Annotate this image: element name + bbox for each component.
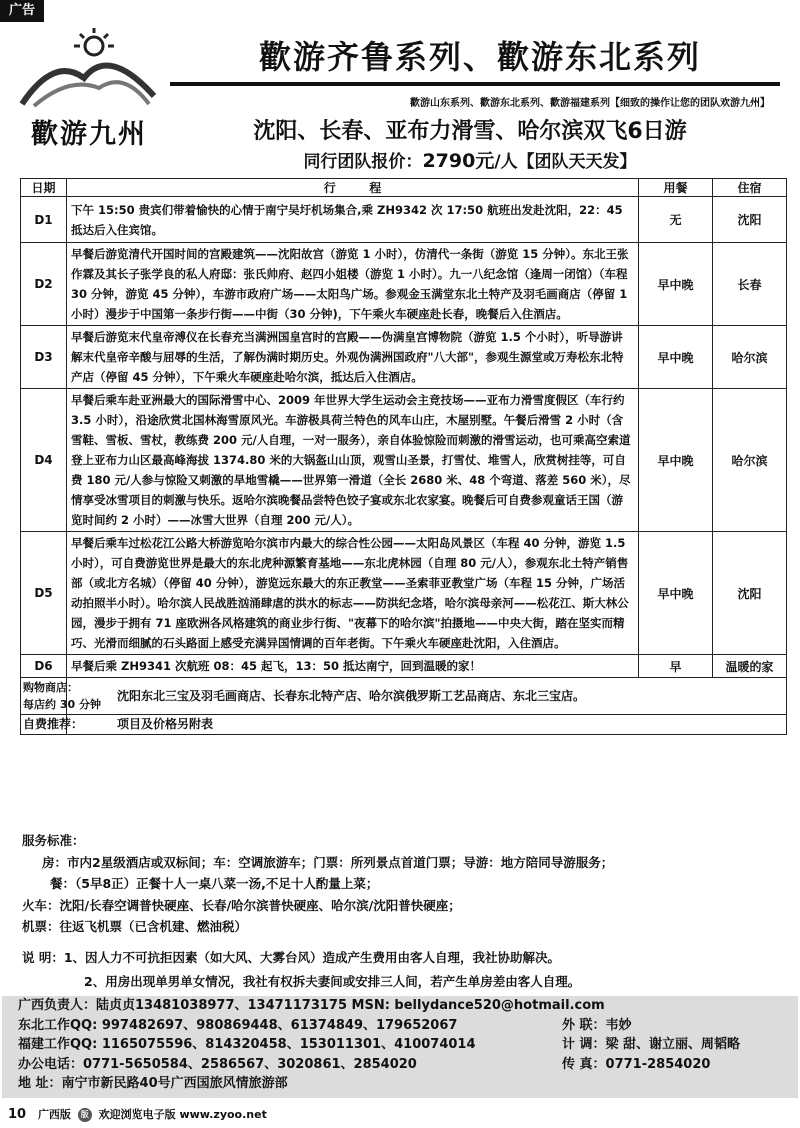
contact-left: 广西负责人：陆贞贞13481038977、13471173175 MSN: bellydance520@hotmail.com xyxy=(18,998,605,1013)
service-line: 餐：（5早8正）正餐十人一桌八菜一汤,不足十人酌量上菜； xyxy=(50,876,379,891)
desc-cell: 早餐后游览末代皇帝溥仪在长春充当满洲国皇宫时的宫殿——伪满皇宫博物院（游览 1.5 个小时），听导游讲解末代皇帝辛酸与屈辱的生活，了解伪满时期历史。外观伪满洲国政府"八大部"，参观生源堂或万寿松东北特产店（停留 45 分钟），下午乘火车硬座赴哈尔滨，抵达后入住酒店。 xyxy=(67,326,639,389)
desc-cell: 下午 15:50 贵宾们带着愉快的心情于南宁吴圩机场集合,乘 ZH9342 次 17:50 航班出发赴沈阳，22：45 抵达后入住宾馆。 xyxy=(67,197,639,243)
price-suffix: /人【团队天天发】 xyxy=(494,152,637,172)
hotel-cell: 温暖的家 xyxy=(713,655,787,678)
meal-cell: 早中晚 xyxy=(639,326,713,389)
series-line: 歡游山东系列、歡游东北系列、歡游福建系列【细致的操作让您的团队欢游九州】 xyxy=(410,98,770,109)
header-meal: 用餐 xyxy=(639,179,713,197)
price-prefix: 同行团队报价： xyxy=(303,152,423,172)
itinerary-table xyxy=(20,178,787,735)
service-title: 服务标准： xyxy=(22,833,85,848)
hotel-cell: 沈阳 xyxy=(713,197,787,243)
contact-right: 传 真：0771-2854020 xyxy=(562,1056,711,1072)
table-row xyxy=(21,197,787,243)
table-row xyxy=(21,389,787,532)
contact-left: 福建工作QQ: 1165075596、814320458、153011301、410074014 xyxy=(18,1037,476,1052)
brand-logo xyxy=(14,26,164,156)
header-itinerary: 行 程 xyxy=(67,179,639,197)
edition-label: 广西版 xyxy=(37,1108,71,1121)
header-hotel: 住宿 xyxy=(713,179,787,197)
shopping-value: 沈阳东北三宝及羽毛画商店、长春东北特产店、哈尔滨俄罗斯工艺品商店、东北三宝店。 xyxy=(67,678,787,715)
title-divider xyxy=(170,82,780,86)
ad-tag: 广告 xyxy=(0,0,44,22)
service-line: 火车：沈阳/长春空调普快硬座、长春/哈尔滨普快硬座、哈尔滨/沈阳普快硬座； xyxy=(22,897,461,913)
contact-row xyxy=(2,1055,798,1075)
contact-left: 办公电话：0771-5650584、2586567、3020861、2854020 xyxy=(18,1056,417,1072)
contact-row xyxy=(2,996,798,1016)
self-pay-label: 自费推荐： xyxy=(21,715,67,735)
contact-panel xyxy=(2,996,798,1098)
notes xyxy=(22,946,782,994)
note-line: 1、因人力不可抗拒因素（如大风、大雾台风）造成产生费用由客人自理，我社协助解决。 xyxy=(63,950,561,965)
self-pay-row xyxy=(21,715,787,735)
day-cell: D3 xyxy=(21,326,67,389)
notes-label: 说 明： xyxy=(22,950,64,965)
meal-cell: 无 xyxy=(639,197,713,243)
header-day: 日期 xyxy=(21,179,67,197)
note-line: 2、用房出现单男单女情况，我社有权拆夫妻间或安排三人间，若产生单房差由客人自理。 xyxy=(84,974,581,989)
meal-cell: 早 xyxy=(639,655,713,678)
shopping-label xyxy=(21,678,101,715)
edition-badge-icon: 版 xyxy=(78,1108,92,1122)
main-title: 歡游齐鲁系列、歡游东北系列 xyxy=(258,38,701,76)
contact-right: 外 联：韦妙 xyxy=(562,1017,632,1033)
meal-cell: 早中晚 xyxy=(639,532,713,655)
hotel-cell: 哈尔滨 xyxy=(713,326,787,389)
self-pay-value: 项目及价格另附表 xyxy=(67,715,787,735)
table-row xyxy=(21,655,787,678)
route-title: 沈阳、长春、亚布力滑雪、哈尔滨双飞6日游 xyxy=(253,119,687,144)
contact-left: 东北工作QQ: 997482697、980869448、61374849、179652067 xyxy=(18,1017,458,1033)
shopping-label-line2: 每店约 30 分钟 xyxy=(23,698,101,711)
price-value: 2790元 xyxy=(422,150,495,172)
mountain-sun-icon xyxy=(14,26,164,116)
hotel-cell: 沈阳 xyxy=(713,532,787,655)
contact-left: 地 址：南宁市新民路40号广西国旅风情旅游部 xyxy=(18,1076,288,1091)
meal-cell: 早中晚 xyxy=(639,243,713,326)
shopping-row xyxy=(21,678,787,715)
page-footer xyxy=(8,1106,408,1122)
table-row xyxy=(21,326,787,389)
desc-cell: 早餐后游览清代开国时间的宫殿建筑——沈阳故宫（游览 1 小时），仿清代一条街（游览 15 分钟）。东北王张作霖及其长子张学良的私人府邸：张氏帅府、赵四小姐楼（游览 1 小时）。九一八纪念馆（逢周一闭馆）（车程 30 分钟，游览 45 分钟），车游市政府广场——太阳鸟广场。参观金玉满堂东北土特产及羽毛画商店（停留 1 小时）漫步于中国第一条步行街——中街（30 分钟)，下午乘火车硬座赴长春，晚餐后入住酒店。 xyxy=(67,243,639,326)
day-cell: D2 xyxy=(21,243,67,326)
day-cell: D4 xyxy=(21,389,67,532)
day-cell: D6 xyxy=(21,655,67,678)
day-cell: D5 xyxy=(21,532,67,655)
service-line: 房：市内2星级酒店或双标间；车：空调旅游车；门票：所列景点首道门票；导游：地方陪同导游服务； xyxy=(42,854,614,870)
price-line xyxy=(170,146,770,173)
table-header-row xyxy=(21,179,787,197)
desc-cell: 早餐后乘 ZH9341 次航班 08：45 起飞，13：50 抵达南宁，回到温暖的家！ xyxy=(67,655,639,678)
hotel-cell: 长春 xyxy=(713,243,787,326)
meal-cell: 早中晚 xyxy=(639,389,713,532)
contact-row xyxy=(2,1016,798,1036)
table-row xyxy=(21,243,787,326)
contact-row xyxy=(2,1074,798,1094)
hotel-cell: 哈尔滨 xyxy=(713,389,787,532)
contact-right: 计 调：梁 甜、谢立丽、周韬略 xyxy=(562,1037,741,1052)
table-row xyxy=(21,532,787,655)
service-line: 机票：往返飞机票（已含机建、燃油税） xyxy=(22,919,248,934)
desc-cell: 早餐后乘车赴亚洲最大的国际滑雪中心、2009 年世界大学生运动会主竞技场——亚布力滑雪度假区（车行约 3.5 小时），沿途欣赏北国林海雪原风光。车游极具荷兰特色的风车山庄，木屋别墅。午餐后滑雪 2 小时（含雪鞋、雪板、雪杖，教练费 200 元/人自理，一对一服务），亲自体验惊险而刺激的滑雪运动，也可乘高空索道登上亚布力山区最高峰海拔 1374.80 米的大锅盔山山顶，观雪山圣景，打雪仗、堆雪人，欣赏树挂等，可自费 180 元/人参与惊险又刺激的旱地雪橇——世界第一滑道（全长 2680 米、48 个弯道、落差 560 米），尽情享受冰雪项目的刺激与快乐。返哈尔滨晚餐品尝特色饺子宴或东北农家宴。晚餐后可自费参观童话王国（游览时间约 2 小时）——冰雪大世界（自理 200 元/人）。 xyxy=(67,389,639,532)
day-cell: D1 xyxy=(21,197,67,243)
shopping-label-line1: 购物商店： xyxy=(23,681,78,694)
desc-cell: 早餐后乘车过松花江公路大桥游览哈尔滨市内最大的综合性公园——太阳岛风景区（车程 40 分钟，游览 1.5 小时），可自费游览世界是最大的东北虎种源繁育基地——东北虎林园（自理 80 元/人），参观东北土特产销售部（或北方名城）（停留 40 分钟），游览远东最大的东正教堂——圣索菲亚教堂广场（车程 15 分钟，广场活动拍照半小时）。哈尔滨人民战胜汹涌肆虐的洪水的标志——防洪纪念塔，哈尔滨母亲河——松花江、斯大林公园，漫步于拥有 71 座欧洲各风格建筑的商业步行街、"夜幕下的哈尔滨"拍摄地——中央大街，踏在坚实而精巧、光滑而细腻的石头路面上感受充满异国情调的百年老街。下午乘火车硬座赴沈阳，入住酒店。 xyxy=(67,532,639,655)
website-link[interactable]: 欢迎浏览电子版 www.zyoo.net xyxy=(98,1108,267,1121)
contact-row xyxy=(2,1035,798,1055)
logo-text: 歡游九州 xyxy=(31,119,147,150)
page-number: 10 xyxy=(8,1107,27,1122)
service-standards xyxy=(22,830,782,938)
